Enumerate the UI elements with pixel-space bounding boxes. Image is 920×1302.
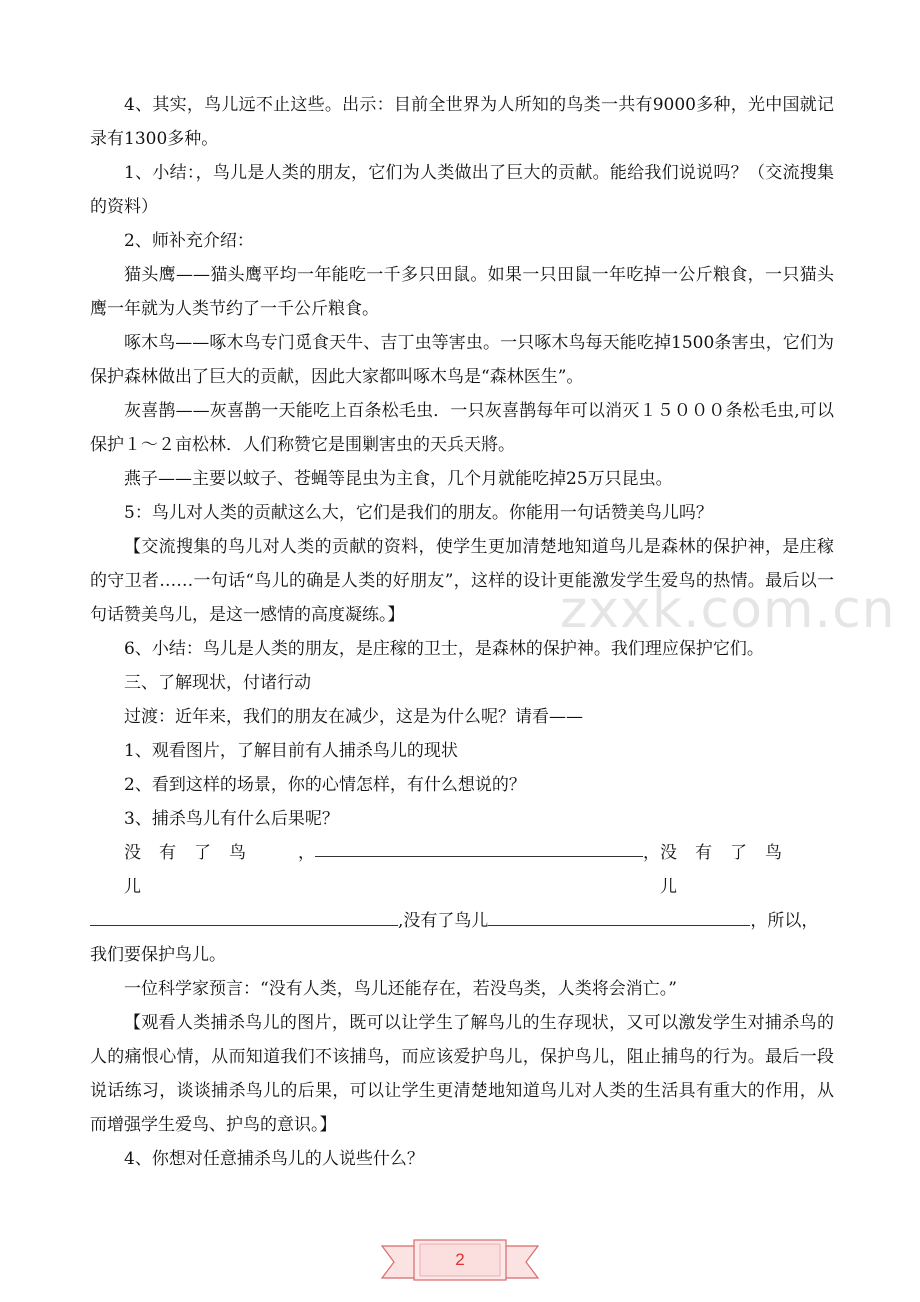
blank-underline [315, 836, 643, 857]
paragraph: 啄木鸟——啄木鸟专门觅食天牛、吉丁虫等害虫。一只啄木鸟每天能吃掉1500条害虫，它们为保护森林做出了巨大的贡献，因此大家都叫啄木鸟是“森林医生”。 [90, 333, 834, 387]
fill-lead: 没有了鸟儿 [660, 843, 801, 897]
paragraph: 5：鸟儿对人类的贡献这么大，它们是我们的朋友。你能用一句话赞美鸟儿吗？ [124, 503, 713, 523]
paragraph: 1、小结：，鸟儿是人类的朋友，它们为人类做出了巨大的贡献。能给我们说说吗？（交流搜集的资料） [90, 163, 834, 217]
paragraph: 2、看到这样的场景，你的心情怎样，有什么想说的？ [124, 775, 526, 795]
paragraph: 6、小结：鸟儿是人类的朋友，是庄稼的卫士，是森林的保护神。我们理应保护它们。 [124, 639, 764, 659]
paragraph: 3、捕杀鸟儿有什么后果呢？ [124, 809, 339, 829]
fill-blank-line-2 [90, 904, 834, 938]
page-number: 2 [455, 1250, 465, 1269]
fill-comma: ， [643, 843, 661, 863]
fill-lead: 没有了鸟儿 [124, 843, 264, 897]
blank-underline [488, 905, 750, 926]
fill-blank-end: 我们要保护鸟儿。 [90, 945, 226, 965]
fill-comma: ， [297, 843, 315, 863]
annotation-paragraph: 【交流搜集的鸟儿对人类的贡献的资料，使学生更加清楚地知道鸟儿是森林的保护神，是庄稼的守卫者……一句话“鸟儿的确是人类的好朋友”，这样的设计更能激发学生爱鸟的热情。最后以一句话赞美鸟儿，是这一感情的高度凝练。】 [90, 537, 834, 625]
document-body [90, 88, 834, 1176]
section-heading: 三、了解现状，付诸行动 [124, 673, 311, 693]
paragraph: 4、其实，鸟儿远不止这些。出示：目前全世界为人所知的鸟类一共有9000多种，光中国就记录有1300多种。 [90, 95, 834, 149]
page-number-ribbon [380, 1236, 540, 1290]
annotation-paragraph: 【观看人类捕杀鸟儿的图片，既可以让学生了解鸟儿的生存现状，又可以激发学生对捕杀鸟的人的痛恨心情，从而知道我们不该捕鸟，而应该爱护鸟儿，保护鸟儿，阻止捕鸟的行为。最后一段说话练习，谈谈捕杀鸟儿的后果，可以让学生更清楚地知道鸟儿对人类的生活具有重大的作用，从而增强学生爱鸟、护鸟的意识。】 [90, 1013, 834, 1135]
paragraph: 1、观看图片，了解目前有人捕杀鸟儿的现状 [124, 741, 458, 761]
paragraph: 燕子——主要以蚊子、苍蝇等昆虫为主食，几个月就能吃掉25万只昆虫。 [124, 469, 673, 489]
watermark: zxxk.com.cn [560, 580, 896, 640]
fill-blank-line-1 [90, 836, 834, 904]
paragraph: 一位科学家预言：“没有人类，鸟儿还能存在，若没鸟类，人类将会消亡。” [124, 979, 677, 999]
paragraph: 过渡：近年来，我们的朋友在减少，这是为什么呢？请看—— [124, 707, 583, 727]
paragraph: 4、你想对任意捕杀鸟儿的人说些什么？ [124, 1149, 424, 1169]
paragraph: 2、师补充介绍： [124, 231, 254, 251]
fill-middle: ,没有了鸟儿 [398, 911, 489, 931]
fill-tail: ，所以， [750, 911, 819, 931]
paragraph: 灰喜鹊——灰喜鹊一天能吃上百条松毛虫．一只灰喜鹊每年可以消灭１５０００条松毛虫,可以保护１～２亩松林．人们称赞它是围剿害虫的天兵天將。 [90, 401, 834, 455]
paragraph: 猫头鹰——猫头鹰平均一年能吃一千多只田鼠。如果一只田鼠一年吃掉一公斤粮食，一只猫头鹰一年就为人类节约了一千公斤粮食。 [90, 265, 834, 319]
blank-underline [90, 905, 398, 926]
